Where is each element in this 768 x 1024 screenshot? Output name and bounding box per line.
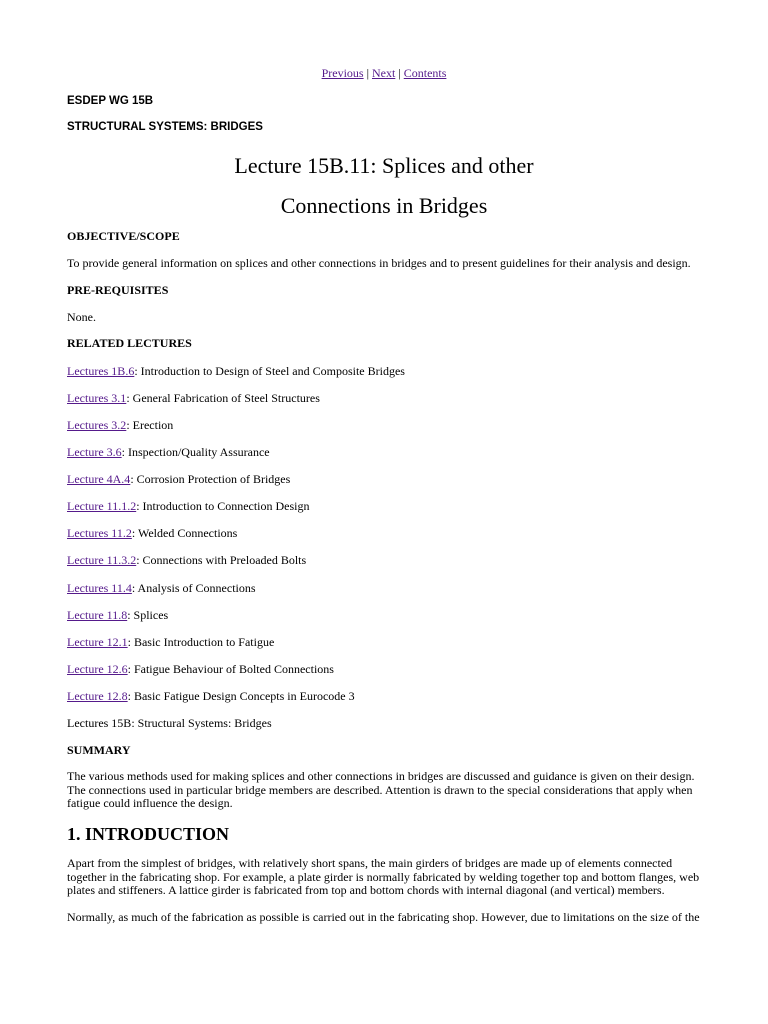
related-lecture-link[interactable]: Lecture 12.6 — [67, 662, 128, 676]
related-lecture-item — [67, 662, 334, 677]
related-lecture-link[interactable]: Lecture 12.8 — [67, 689, 128, 703]
title-line-2: Connections in Bridges — [280, 193, 488, 218]
related-lecture-desc: : Inspection/Quality Assurance — [121, 445, 270, 459]
nav-separator: | — [395, 66, 404, 80]
related-lecture-link[interactable]: Lecture 12.1 — [67, 635, 128, 649]
related-lectures-heading: RELATED LECTURES — [67, 336, 192, 350]
prerequisites-text: None. — [67, 310, 96, 324]
previous-link[interactable]: Previous — [321, 66, 364, 80]
related-lecture-item — [67, 608, 168, 623]
related-lecture-link[interactable]: Lecture 11.3.2 — [67, 553, 137, 567]
related-lecture-desc: : Basic Fatigue Design Concepts in Eurocode 3 — [127, 689, 355, 703]
related-lecture-item — [67, 472, 290, 487]
related-lecture-item — [67, 364, 405, 379]
series-header: STRUCTURAL SYSTEMS: BRIDGES — [67, 121, 263, 133]
related-lecture-item — [67, 418, 173, 433]
nav-separator: | — [363, 66, 372, 80]
related-lecture-desc: : Connections with Preloaded Bolts — [136, 553, 307, 567]
group-header: ESDEP WG 15B — [67, 95, 154, 107]
related-lecture-item — [67, 445, 270, 460]
related-lecture-link[interactable]: Lecture 4A.4 — [67, 472, 131, 486]
objective-text: To provide general information on splices and other connections in bridges and to present guidelines for their analysis and design. — [67, 256, 691, 270]
related-lecture-link[interactable]: Lectures 11.4 — [67, 581, 132, 595]
related-lecture-desc: : Splices — [127, 608, 169, 622]
related-lecture-link[interactable]: Lectures 3.1 — [67, 391, 127, 405]
objective-heading: OBJECTIVE/SCOPE — [67, 229, 180, 243]
nav-bar — [0, 66, 768, 81]
related-lecture-desc: : Basic Introduction to Fatigue — [127, 635, 275, 649]
related-lecture-desc: : Analysis of Connections — [131, 581, 256, 595]
related-lecture-item — [67, 689, 355, 704]
related-lecture-link[interactable]: Lecture 3.6 — [67, 445, 122, 459]
next-link[interactable]: Next — [372, 66, 396, 80]
related-lecture-link[interactable]: Lecture 11.8 — [67, 608, 128, 622]
summary-heading: SUMMARY — [67, 743, 131, 757]
related-lecture-link[interactable]: Lectures 11.2 — [67, 526, 132, 540]
contents-link[interactable]: Contents — [403, 66, 447, 80]
related-lecture-link[interactable]: Lecture 11.1.2 — [67, 499, 137, 513]
introduction-heading: 1. INTRODUCTION — [67, 824, 230, 844]
related-lecture-desc: : Introduction to Connection Design — [136, 499, 310, 513]
related-lecture-desc: : Fatigue Behaviour of Bolted Connections — [127, 662, 334, 676]
related-lecture-item — [67, 635, 274, 650]
prerequisites-heading: PRE-REQUISITES — [67, 283, 169, 297]
related-lectures-footer: Lectures 15B: Structural Systems: Bridges — [67, 716, 272, 730]
introduction-paragraph: Apart from the simplest of bridges, with relatively short spans, the main girders of bridges are made up of elements connected together in the fabricating shop. For example, a plate girder is normally fabricated by welding together top and bottom flanges, web plates and stiffeners. A lattice girder is fabricated from top and bottom chords with internal diagonal (and vertical) members. — [67, 856, 700, 897]
related-lecture-item — [67, 526, 237, 541]
related-lecture-item — [67, 581, 256, 596]
related-lecture-desc: : Welded Connections — [131, 526, 238, 540]
related-lecture-desc: : Erection — [126, 418, 174, 432]
related-lecture-item — [67, 391, 320, 406]
related-lecture-desc: : Corrosion Protection of Bridges — [130, 472, 291, 486]
related-lecture-desc: : Introduction to Design of Steel and Composite Bridges — [134, 364, 405, 378]
related-lecture-item — [67, 499, 310, 514]
title-line-1: Lecture 15B.11: Splices and other — [234, 153, 534, 178]
related-lecture-item — [67, 553, 306, 568]
related-lecture-link[interactable]: Lectures 3.2 — [67, 418, 127, 432]
page-title — [0, 146, 768, 226]
summary-text: The various methods used for making splices and other connections in bridges are discussed and guidance is given on their design. The connections used in particular bridge members are described. Attention is drawn to the special considerations that apply when fatigue could influence the design. — [67, 769, 695, 810]
related-lecture-link[interactable]: Lectures 1B.6 — [67, 364, 135, 378]
introduction-paragraph: Normally, as much of the fabrication as possible is carried out in the fabricating shop. However, due to limitations on the size of the — [67, 910, 700, 924]
related-lecture-desc: : General Fabrication of Steel Structures — [126, 391, 320, 405]
